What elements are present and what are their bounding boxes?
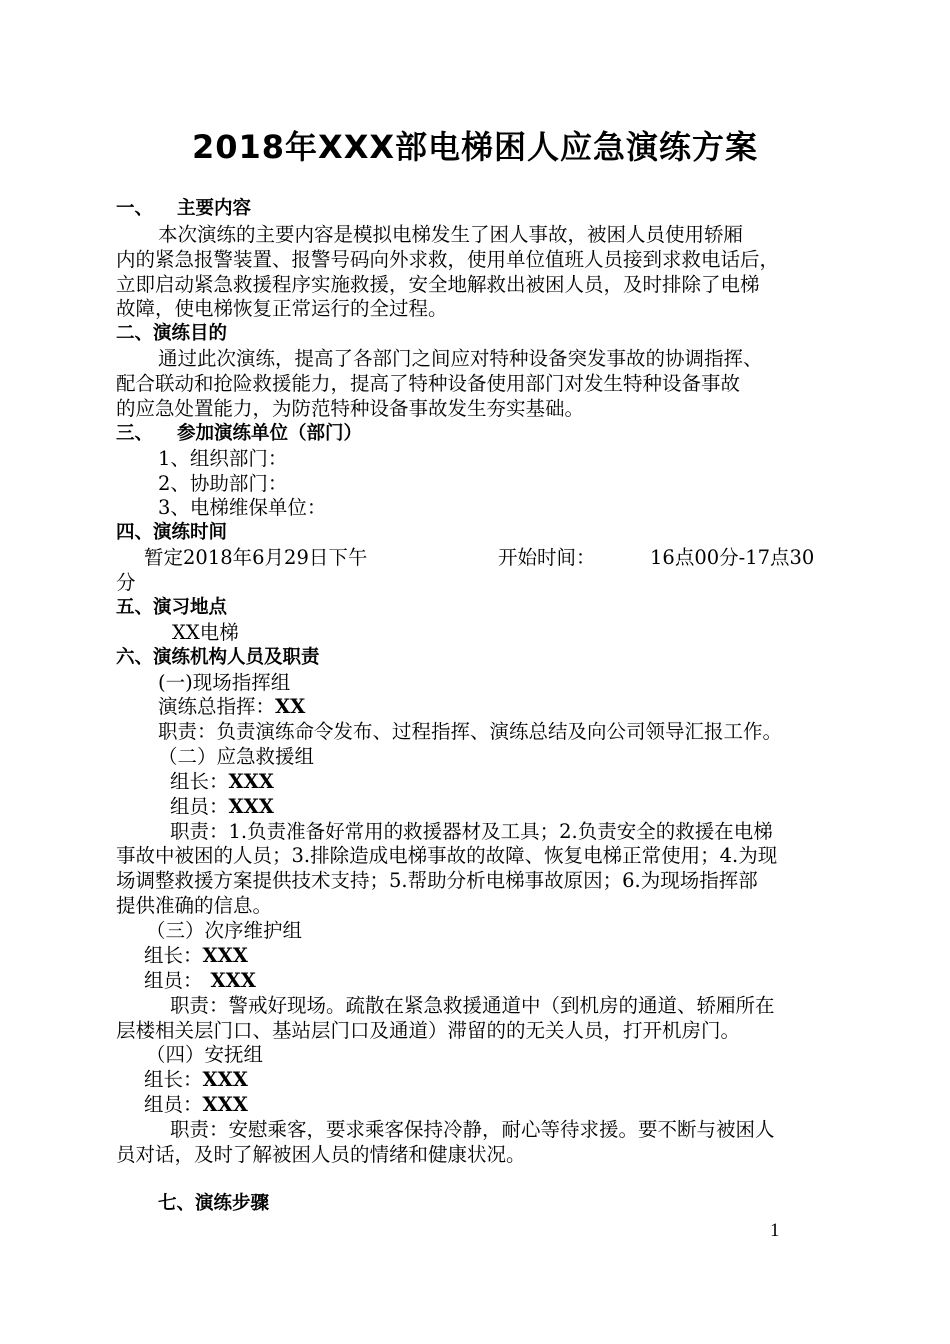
- group-1-commander: [158, 694, 305, 720]
- group-3-leader: [144, 943, 248, 969]
- section-3-number: 三、: [116, 423, 154, 444]
- paragraph-line: 故障，使电梯恢复正常运行的全过程。: [116, 297, 448, 320]
- section-1-title: 主要内容: [177, 198, 252, 219]
- start-time-label: 开始时间：: [498, 546, 596, 569]
- paragraph-line: 通过此次演练，提高了各部门之间应对特种设备突发事故的协调指挥、: [158, 347, 763, 370]
- paragraph-line: 场调整救援方案提供技术支持；5.帮助分析电梯事故原因；6.为现场指挥部: [116, 869, 758, 892]
- paragraph-line: 立即启动紧急救援程序实施救援，安全地解救出被困人员，及时排除了电梯: [116, 273, 760, 296]
- section-1-heading: [116, 196, 251, 222]
- list-item: 3、电梯维保单位：: [158, 496, 327, 519]
- page-title: 2018年XXX部电梯困人应急演练方案: [191, 128, 759, 166]
- drill-location: XX电梯: [172, 621, 239, 644]
- start-time-value: 16点00分-17点30: [650, 546, 815, 569]
- commander-label: 演练总指挥：: [158, 695, 276, 718]
- group-1-duty: 职责：负责演练命令发布、过程指挥、演练总结及向公司领导汇报工作。: [158, 720, 783, 743]
- group-2-leader: [170, 769, 274, 795]
- member-label: 组员：: [144, 1093, 203, 1116]
- leader-label: 组长：: [170, 770, 229, 793]
- section-2-heading: 二、演练目的: [116, 323, 228, 344]
- leader-label: 组长：: [144, 944, 203, 967]
- group-3-member: [144, 968, 256, 994]
- paragraph-line: 员对话，及时了解被困人员的情绪和健康状况。: [116, 1143, 526, 1166]
- paragraph-line: 配合联动和抢险救援能力，提高了特种设备使用部门对发生特种设备事故: [116, 372, 741, 395]
- leader-name: XXX: [228, 770, 274, 793]
- member-name: XXX: [228, 795, 274, 818]
- section-6-heading: 六、演练机构人员及职责: [116, 647, 320, 668]
- leader-label: 组长：: [144, 1068, 203, 1091]
- paragraph-line: 提供准确的信息。: [116, 894, 273, 917]
- group-4-name: （四）安抚组: [146, 1043, 264, 1066]
- section-7-heading: 七、演练步骤: [158, 1193, 270, 1214]
- section-5-heading: 五、演习地点: [116, 597, 228, 618]
- leader-name: XXX: [202, 1068, 248, 1091]
- page-number: 1: [770, 1220, 780, 1241]
- group-4-member: [144, 1092, 248, 1118]
- section-4-heading: 四、演练时间: [116, 522, 228, 543]
- paragraph-line: 的应急处置能力，为防范特种设备事故发生夯实基础。: [116, 397, 585, 420]
- paragraph-line: 职责：1.负责准备好常用的救援器材及工具；2.负责安全的救援在电梯: [170, 820, 773, 843]
- group-4-leader: [144, 1067, 248, 1093]
- group-2-name: （二）应急救援组: [158, 745, 315, 768]
- commander-name: XX: [275, 695, 306, 718]
- group-3-name: （三）次序维护组: [146, 919, 303, 942]
- leader-name: XXX: [202, 944, 248, 967]
- paragraph-line: 本次演练的主要内容是模拟电梯发生了困人事故，被困人员使用轿厢: [158, 223, 744, 246]
- section-3-heading: [116, 421, 362, 447]
- list-item: 2、协助部门：: [158, 472, 288, 495]
- member-label: 组员：: [170, 795, 229, 818]
- member-name: XXX: [210, 969, 256, 992]
- group-2-member: [170, 794, 274, 820]
- section-3-title: 参加演练单位（部门）: [177, 423, 363, 444]
- paragraph-line: 层楼相关层门口、基站层门口及通道）滞留的的无关人员，打开机房门。: [116, 1019, 741, 1042]
- paragraph-line: 事故中被困的人员；3.排除造成电梯事故的故障、恢复电梯正常使用；4.为现: [116, 844, 778, 867]
- paragraph-line: 内的紧急报警装置、报警号码向外求救，使用单位值班人员接到求救电话后，: [116, 248, 780, 271]
- member-label: 组员：: [144, 969, 203, 992]
- list-item: 1、组织部门：: [158, 447, 288, 470]
- paragraph-line: 职责：安慰乘客，要求乘客保持冷静，耐心等待求援。要不断与被困人: [170, 1118, 775, 1141]
- member-name: XXX: [202, 1093, 248, 1116]
- drill-date: 暂定2018年6月29日下午: [144, 546, 368, 569]
- group-1-name: (一)现场指挥组: [158, 671, 291, 694]
- start-time-continued: 分: [116, 571, 136, 594]
- section-1-number: 一、: [116, 198, 154, 219]
- paragraph-line: 职责：警戒好现场。疏散在紧急救援通道中（到机房的通道、轿厢所在: [170, 994, 775, 1017]
